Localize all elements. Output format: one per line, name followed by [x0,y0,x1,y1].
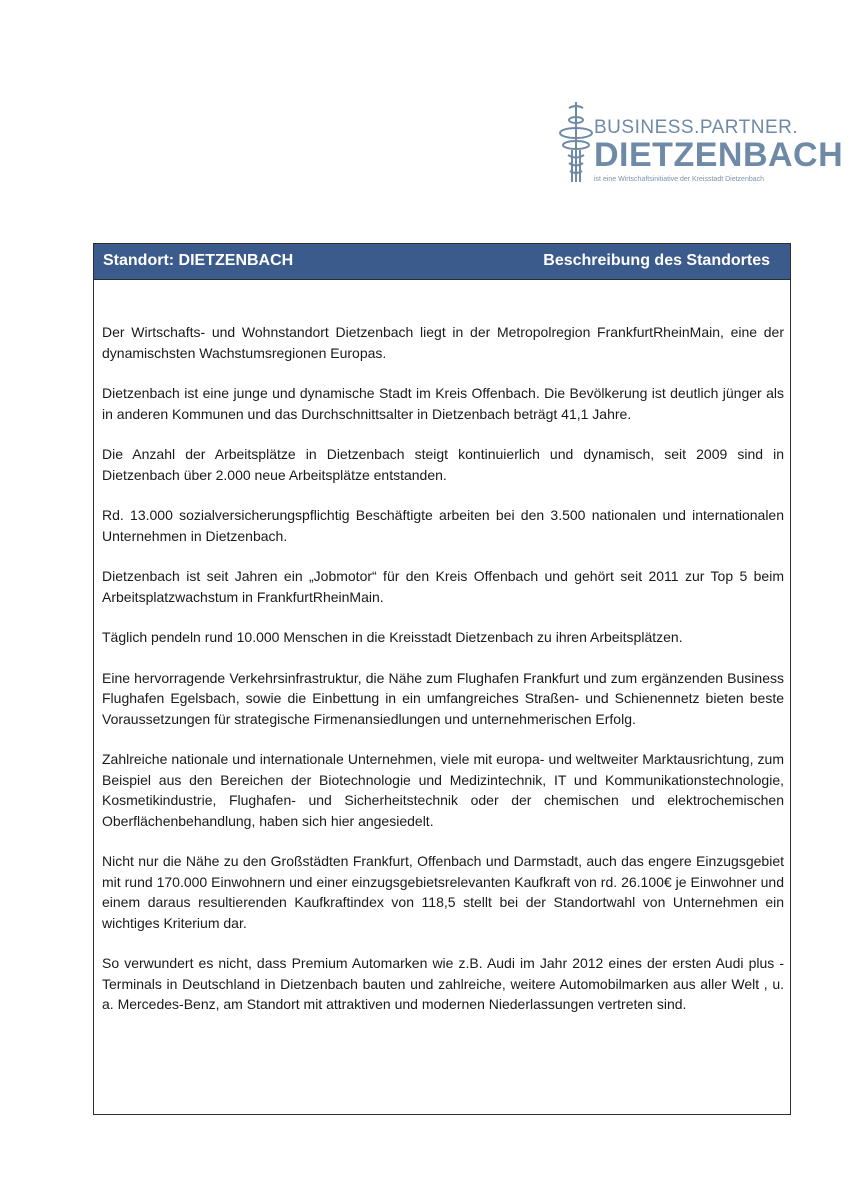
paragraph: Dietzenbach ist eine junge und dynamische Stadt im Kreis Offenbach. Die Bevölkerung ist deutlich jünger als in anderen Kommunen und das Durchschnittsalter in Dietzenbach beträgt 41,1 Jahre. [102,385,784,422]
header-beschreibung: Beschreibung des Standortes [543,252,770,269]
paragraph: Täglich pendeln rund 10.000 Menschen in die Kreisstadt Dietzenbach zu ihren Arbeitsplätzen. [102,629,683,645]
tower-logo-icon [556,100,596,184]
paragraph: Eine hervorragende Verkehrsinfrastruktur, die Nähe zum Flughafen Frankfurt und zum ergänzenden Business Flughafen Egelsbach, sowie die Einbettung in ein umfangreiches Straßen- und Schienennetz bieten beste Voraussetzungen für strategische Firmenansiedlungen und unternehmerischen Erfolg. [102,669,784,727]
business-partner-logo [556,100,844,190]
paragraph: Die Anzahl der Arbeitsplätze in Dietzenbach steigt kontinuierlich und dynamisch, seit 2009 sind in Dietzenbach über 2.000 neue Arbeitsplätze entstanden. [102,446,784,483]
header-standort: Standort: DIETZENBACH [103,252,294,269]
logo-tagline: ist eine Wirtschaftsinitiative der Kreisstadt Dietzenbach [594,176,765,183]
logo-line-dietzenbach: DIETZENBACH [594,136,844,174]
box-header [94,244,790,280]
logo-line-business-partner: BUSINESS.PARTNER. [594,117,799,138]
paragraph: Nicht nur die Nähe zu den Großstädten Frankfurt, Offenbach und Darmstadt, auch das engere Einzugsgebiet mit rund 170.000 Einwohnern und einer einzugsgebietsrelevanten Kaufkraft von rd. 26.100€ je Einwohner und einem daraus resultierenden Kaufkraftindex von 118,5 stellt bei der Standortwahl von Unternehmen ein wichtiges Kriterium dar. [102,853,784,931]
paragraph: Zahlreiche nationale und internationale Unternehmen, viele mit europa- und weltweiter Marktausrichtung, zum Beispiel aus den Bereichen der Biotechnologie und Medizintechnik, IT und Kommunikationstechnologie, Kosmetikindustrie, Flughafen- und Sicherheitstechnik oder der chemischen und elektrochemischen Oberflächenbehandlung, haben sich hier angesiedelt. [102,751,784,829]
description-body [102,322,784,1035]
standort-box [93,243,791,1115]
paragraph: Rd. 13.000 sozialversicherungspflichtig Beschäftigte arbeiten bei den 3.500 nationalen und internationalen Unternehmen in Dietzenbach. [102,507,784,544]
paragraph: So verwundert es nicht, dass Premium Automarken wie z.B. Audi im Jahr 2012 eines der ersten Audi plus -Terminals in Deutschland in Dietzenbach bauten und zahlreiche, weitere Automobilmarken aus aller Welt , u. a. Mercedes-Benz, am Standort mit attraktiven und modernen Niederlassungen vertreten sind. [102,955,784,1012]
paragraph: Der Wirtschafts- und Wohnstandort Dietzenbach liegt in der Metropolregion FrankfurtRheinMain, eine der dynamischsten Wachstumsregionen Europas. [102,324,784,361]
paragraph: Dietzenbach ist seit Jahren ein „Jobmotor“ für den Kreis Offenbach und gehört seit 2011 zur Top 5 beim Arbeitsplatzwachstum in FrankfurtRheinMain. [102,568,784,605]
